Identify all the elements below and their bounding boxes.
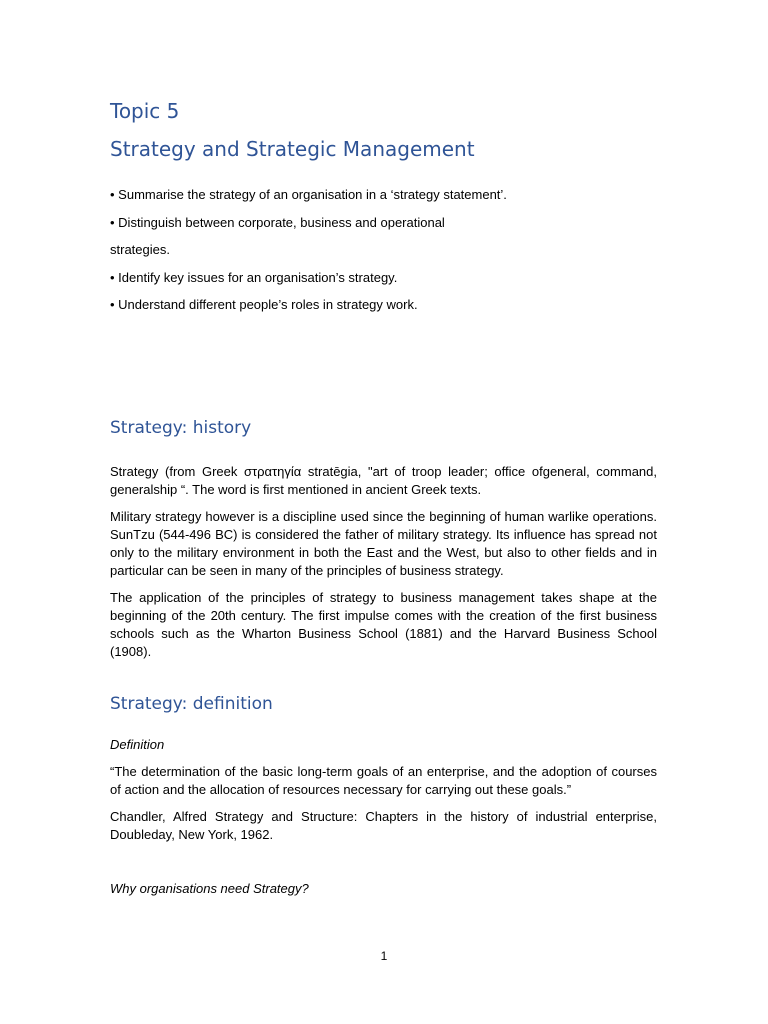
page-content xyxy=(110,97,657,911)
history-heading: Strategy: history xyxy=(110,418,252,438)
definition-section xyxy=(110,736,657,898)
document-title: Strategy and Strategic Management xyxy=(110,137,475,161)
objectives-list xyxy=(110,186,657,313)
objective-item: • Distinguish between corporate, business and operational xyxy=(110,214,445,230)
definition-heading: Strategy: definition xyxy=(110,694,273,714)
definition-citation: Chandler, Alfred Strategy and Structure: Chapters in the history of industrial enterprise, Doubleday, New York, 1962. xyxy=(110,809,657,842)
page-number: 1 xyxy=(380,949,388,963)
topic-heading: Topic 5 xyxy=(110,99,180,123)
objective-item: • Understand different people’s roles in strategy work. xyxy=(110,297,418,312)
objective-item: • Identify key issues for an organisation’s strategy. xyxy=(110,269,398,285)
objective-item-continuation: strategies. xyxy=(110,242,170,257)
history-section xyxy=(110,463,657,661)
definition-quote: “The determination of the basic long-term goals of an enterprise, and the adoption of courses of action and the allocation of resources necessary for carrying out these goals.” xyxy=(110,764,657,797)
history-paragraph: The application of the principles of strategy to business management takes shape at the beginning of the 20th century. The first impulse comes with the creation of the first business schools such as the Wharton Business School (1881) and the Harvard Business School (1908). xyxy=(110,590,657,659)
objective-item: • Summarise the strategy of an organisation in a ‘strategy statement’. xyxy=(110,187,507,202)
history-paragraph: Military strategy however is a discipline used since the beginning of human warlike operations. SunTzu (544-496 BC) is considered the father of military strategy. Its influence has spread not only to the military environment in both the East and the West, but also to other fields and in particular can be seen in many of the principles of business strategy. xyxy=(110,509,657,578)
why-strategy-question: Why organisations need Strategy? xyxy=(110,881,309,896)
history-paragraph: Strategy (from Greek στρατηγία stratēgia, "art of troop leader; office ofgeneral, command, generalship “. The word is first mentioned in ancient Greek texts. xyxy=(110,464,657,497)
definition-label: Definition xyxy=(110,737,165,752)
